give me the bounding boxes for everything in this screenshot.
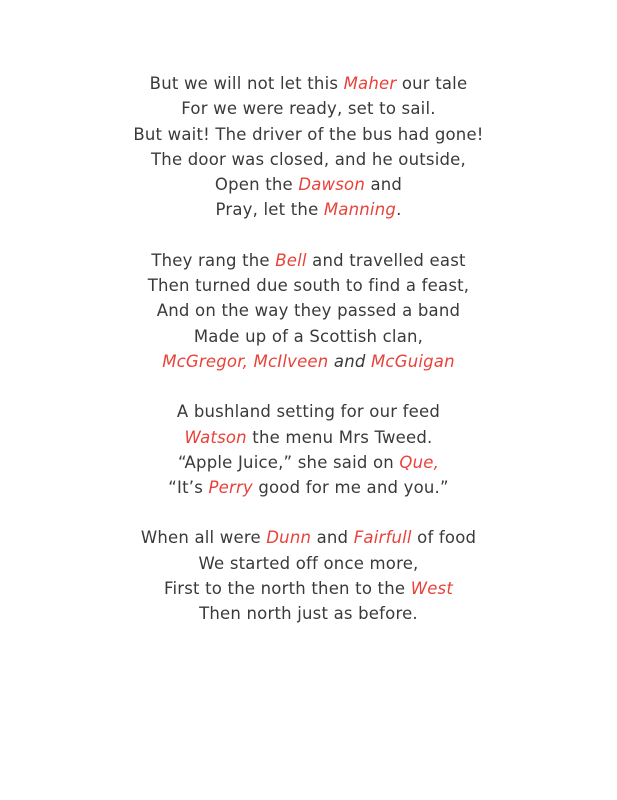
name-highlight: Watson — [184, 427, 247, 447]
poem-line — [0, 172, 617, 197]
poem-line — [0, 147, 617, 172]
poem-text-segment: The door was closed, and he outside, — [151, 149, 466, 169]
name-highlight: Maher — [343, 74, 397, 93]
name-highlight: Dawson — [298, 175, 366, 195]
poem-text-segment: Open the — [214, 175, 299, 195]
stanza — [0, 399, 617, 500]
poem-text-segment: “Apple Juice,” she said on — [177, 452, 400, 472]
poem-text-segment: and — [365, 175, 403, 195]
poem-text-segment: And on the way they passed a band — [156, 301, 461, 321]
name-highlight: Manning — [323, 200, 397, 220]
poem-line — [0, 122, 617, 147]
poem-text-segment: of food — [411, 528, 477, 548]
poem-text-segment: Made up of a Scottish clan, — [193, 326, 424, 346]
name-highlight: Dunn — [266, 528, 312, 548]
poem-line — [0, 450, 617, 475]
poem-line — [0, 576, 617, 601]
poem-line — [0, 525, 617, 550]
poem-text-segment: When all were — [140, 528, 267, 548]
name-highlight: McGregor, McIlveen — [162, 351, 329, 371]
poem-text-segment: We started off once more, — [198, 553, 419, 573]
poem-text-segment: and — [328, 351, 371, 371]
poem-line — [0, 273, 617, 298]
poem-line — [0, 425, 617, 450]
poem-text-segment: Then north just as before. — [199, 604, 418, 624]
poem-text-segment: and — [311, 528, 354, 548]
poem-text-segment: They rang the — [151, 250, 276, 270]
poem-text-segment: . — [396, 200, 402, 220]
poem-text-segment: First to the north then to the — [163, 579, 411, 599]
poem-line — [0, 324, 617, 349]
poem-line — [0, 601, 617, 626]
poem-text-segment: Pray, let the — [215, 200, 324, 220]
poem-line — [0, 71, 617, 96]
name-highlight: Fairfull — [353, 528, 412, 548]
poem-line — [0, 399, 617, 424]
poem-text-segment: But wait! The driver of the bus had gone! — [133, 124, 484, 144]
poem-text-segment: our tale — [396, 74, 468, 93]
stanza — [0, 71, 617, 223]
poem-text-segment: “It’s — [168, 478, 209, 498]
poem-text-segment: A bushland setting for our feed — [176, 402, 441, 422]
poem-line — [0, 298, 617, 323]
poem-text-segment: But we will not let this — [149, 74, 344, 93]
poem-line — [0, 197, 617, 222]
name-highlight: McGuigan — [371, 351, 455, 371]
name-highlight: Que, — [399, 452, 440, 472]
name-highlight: West — [410, 579, 454, 599]
stanza — [0, 525, 617, 626]
poem-line — [0, 248, 617, 273]
name-highlight: Perry — [208, 478, 253, 498]
stanza — [0, 248, 617, 374]
poem-text-segment: and travelled east — [306, 250, 466, 270]
poem-line — [0, 475, 617, 500]
poem-line — [0, 551, 617, 576]
poem-text-segment: For we were ready, set to sail. — [181, 99, 436, 119]
name-highlight: Bell — [275, 250, 307, 270]
poem-line — [0, 349, 617, 374]
poem-line — [0, 96, 617, 121]
poem-text-segment: Then turned due south to find a feast, — [147, 276, 470, 296]
poem-text-segment: the menu Mrs Tweed. — [246, 427, 433, 447]
poem-text-segment: good for me and you.” — [252, 478, 449, 498]
